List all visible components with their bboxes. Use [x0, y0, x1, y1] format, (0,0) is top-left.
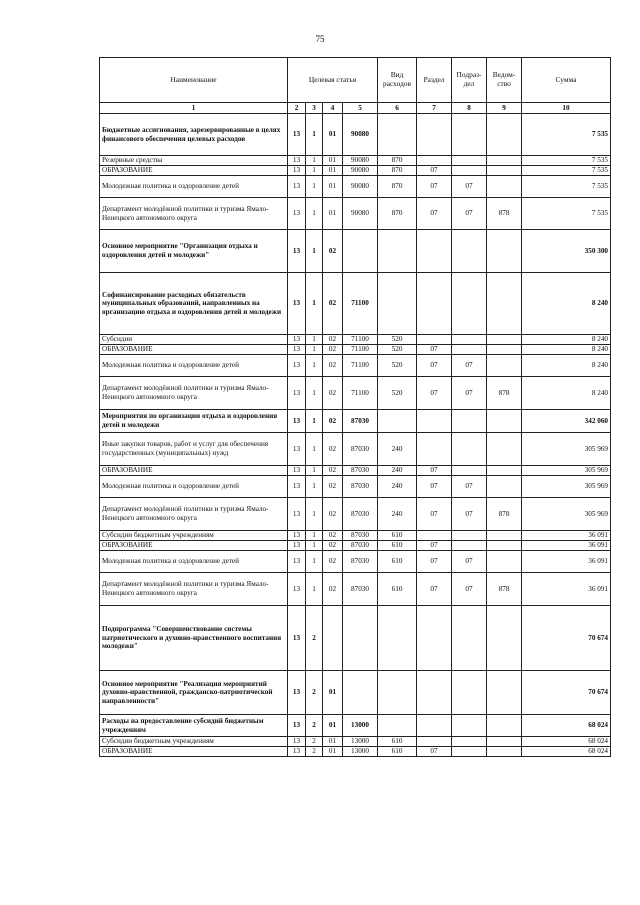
cell-direction	[343, 606, 378, 671]
cell-department: 878	[487, 198, 522, 230]
table-row	[100, 747, 611, 757]
table-row	[100, 114, 611, 156]
cell-program: 13	[288, 355, 306, 377]
cell-expense-kind	[378, 273, 417, 335]
cell-program: 13	[288, 531, 306, 541]
cell-section: 07	[417, 476, 452, 498]
cell-subprogram: 1	[306, 198, 323, 230]
cell-name: Департамент молодёжной политики и туризма Ямало-Ненецкого автономного округа	[100, 573, 288, 606]
cell-sum: 305 969	[522, 498, 611, 531]
table-row	[100, 345, 611, 355]
table-header-row	[100, 58, 611, 103]
cell-sum: 68 024	[522, 747, 611, 757]
cell-subsection: 07	[452, 476, 487, 498]
cell-direction: 87030	[343, 573, 378, 606]
cell-department	[487, 551, 522, 573]
cell-expense-kind: 520	[378, 377, 417, 410]
cell-direction: 13000	[343, 715, 378, 737]
cell-sum: 70 674	[522, 606, 611, 671]
cell-program: 13	[288, 156, 306, 166]
cell-section	[417, 114, 452, 156]
cell-program: 13	[288, 433, 306, 466]
cell-subprogram: 1	[306, 345, 323, 355]
cell-event: 01	[323, 176, 343, 198]
table-row	[100, 541, 611, 551]
cell-subsection: 07	[452, 573, 487, 606]
table-row	[100, 531, 611, 541]
cell-event: 02	[323, 466, 343, 476]
cell-sum: 8 240	[522, 345, 611, 355]
cell-expense-kind: 870	[378, 198, 417, 230]
cell-subsection	[452, 606, 487, 671]
table-row	[100, 433, 611, 466]
cell-name: Субсидии	[100, 335, 288, 345]
cell-event: 01	[323, 737, 343, 747]
cell-subsection	[452, 715, 487, 737]
cell-subprogram: 1	[306, 433, 323, 466]
cell-subprogram: 1	[306, 355, 323, 377]
cell-department	[487, 541, 522, 551]
cell-direction: 90080	[343, 166, 378, 176]
cell-section	[417, 156, 452, 166]
cell-department: 878	[487, 377, 522, 410]
col-number: 2	[288, 103, 306, 114]
table-row	[100, 466, 611, 476]
cell-direction: 87030	[343, 531, 378, 541]
cell-event: 02	[323, 230, 343, 273]
cell-subsection: 07	[452, 377, 487, 410]
cell-direction: 71100	[343, 273, 378, 335]
cell-department	[487, 355, 522, 377]
cell-subsection: 07	[452, 176, 487, 198]
cell-name: Субсидии бюджетным учреждениям	[100, 531, 288, 541]
cell-department	[487, 433, 522, 466]
table-row	[100, 230, 611, 273]
cell-program: 13	[288, 573, 306, 606]
cell-expense-kind: 520	[378, 335, 417, 345]
table-row	[100, 476, 611, 498]
budget-table	[99, 57, 611, 757]
cell-subprogram: 1	[306, 573, 323, 606]
cell-event: 02	[323, 377, 343, 410]
cell-name: ОБРАЗОВАНИЕ	[100, 466, 288, 476]
cell-name: Иные закупки товаров, работ и услуг для обеспечения государственных (муниципальных) нужд	[100, 433, 288, 466]
cell-direction: 90080	[343, 114, 378, 156]
cell-sum: 350 300	[522, 230, 611, 273]
cell-section: 07	[417, 466, 452, 476]
cell-event: 02	[323, 573, 343, 606]
cell-program: 13	[288, 476, 306, 498]
cell-program: 13	[288, 671, 306, 715]
cell-name: Софинансирование расходных обязательств муниципальных образований, направленных на организацию отдыха и оздоровления детей и молодежи	[100, 273, 288, 335]
cell-direction: 87030	[343, 466, 378, 476]
cell-event: 01	[323, 156, 343, 166]
col-number: 9	[487, 103, 522, 114]
cell-direction: 90080	[343, 176, 378, 198]
cell-sum: 7 535	[522, 114, 611, 156]
cell-event: 01	[323, 114, 343, 156]
table-row	[100, 737, 611, 747]
cell-event: 02	[323, 355, 343, 377]
cell-sum: 8 240	[522, 355, 611, 377]
cell-expense-kind: 520	[378, 345, 417, 355]
cell-department: 878	[487, 573, 522, 606]
cell-section: 07	[417, 573, 452, 606]
cell-section: 07	[417, 176, 452, 198]
cell-section: 07	[417, 355, 452, 377]
cell-department	[487, 715, 522, 737]
cell-name: Молодежная политика и оздоровление детей	[100, 551, 288, 573]
table-row	[100, 166, 611, 176]
cell-subsection	[452, 156, 487, 166]
cell-section: 07	[417, 747, 452, 757]
table-row	[100, 176, 611, 198]
cell-sum: 7 535	[522, 156, 611, 166]
cell-sum: 70 674	[522, 671, 611, 715]
table-row	[100, 551, 611, 573]
header-section: Раздел	[417, 58, 452, 103]
cell-name: Молодежная политика и оздоровление детей	[100, 176, 288, 198]
cell-program: 13	[288, 551, 306, 573]
cell-name: Департамент молодёжной политики и туризма Ямало-Ненецкого автономного округа	[100, 498, 288, 531]
cell-direction: 90080	[343, 156, 378, 166]
cell-subsection: 07	[452, 198, 487, 230]
cell-subprogram: 1	[306, 114, 323, 156]
cell-program: 13	[288, 377, 306, 410]
cell-name: Молодежная политика и оздоровление детей	[100, 355, 288, 377]
table-row	[100, 671, 611, 715]
cell-department	[487, 273, 522, 335]
cell-program: 13	[288, 541, 306, 551]
cell-sum: 305 969	[522, 466, 611, 476]
cell-event: 01	[323, 715, 343, 737]
cell-department	[487, 737, 522, 747]
cell-name: Расходы на предоставление субсидий бюджетным учреждениям	[100, 715, 288, 737]
cell-subprogram: 1	[306, 498, 323, 531]
cell-program: 13	[288, 747, 306, 757]
cell-subprogram: 2	[306, 737, 323, 747]
cell-section: 07	[417, 198, 452, 230]
cell-event: 02	[323, 498, 343, 531]
header-target-article: Целевая статья	[288, 58, 378, 103]
cell-program: 13	[288, 176, 306, 198]
cell-expense-kind: 240	[378, 476, 417, 498]
cell-name: Резервные средства	[100, 156, 288, 166]
cell-expense-kind: 870	[378, 156, 417, 166]
cell-event: 02	[323, 273, 343, 335]
cell-name: Бюджетные ассигнования, зарезервированные в целях финансового обеспечения целевых расходов	[100, 114, 288, 156]
cell-expense-kind: 240	[378, 433, 417, 466]
cell-subprogram: 1	[306, 176, 323, 198]
cell-subprogram: 1	[306, 551, 323, 573]
cell-expense-kind: 610	[378, 737, 417, 747]
cell-event: 01	[323, 198, 343, 230]
cell-section	[417, 671, 452, 715]
cell-section: 07	[417, 166, 452, 176]
cell-sum: 342 060	[522, 410, 611, 433]
cell-department	[487, 410, 522, 433]
cell-department	[487, 531, 522, 541]
cell-sum: 36 091	[522, 541, 611, 551]
table-row	[100, 410, 611, 433]
cell-subprogram: 1	[306, 531, 323, 541]
cell-expense-kind: 610	[378, 747, 417, 757]
cell-direction: 13000	[343, 747, 378, 757]
cell-event	[323, 606, 343, 671]
cell-name: Департамент молодёжной политики и туризма Ямало-Ненецкого автономного округа	[100, 377, 288, 410]
col-number: 4	[323, 103, 343, 114]
cell-direction	[343, 671, 378, 715]
cell-section	[417, 606, 452, 671]
cell-name: Основное мероприятие "Организация отдыха и оздоровления детей и молодежи"	[100, 230, 288, 273]
cell-event: 02	[323, 541, 343, 551]
cell-section	[417, 410, 452, 433]
cell-section	[417, 715, 452, 737]
table-row	[100, 335, 611, 345]
cell-program: 13	[288, 410, 306, 433]
cell-section: 07	[417, 541, 452, 551]
cell-name: Основное мероприятие "Реализация мероприятий духовно-нравственной, гражданско-патриотической направленности"	[100, 671, 288, 715]
table-row	[100, 156, 611, 166]
table-row	[100, 715, 611, 737]
cell-event: 01	[323, 671, 343, 715]
cell-department	[487, 747, 522, 757]
cell-event: 01	[323, 747, 343, 757]
cell-section	[417, 433, 452, 466]
cell-section: 07	[417, 377, 452, 410]
cell-program: 13	[288, 166, 306, 176]
cell-expense-kind	[378, 114, 417, 156]
cell-subprogram: 2	[306, 671, 323, 715]
cell-expense-kind: 240	[378, 498, 417, 531]
cell-subsection: 07	[452, 551, 487, 573]
cell-subprogram: 1	[306, 273, 323, 335]
cell-subsection	[452, 114, 487, 156]
header-department: Ведом-ство	[487, 58, 522, 103]
cell-sum: 36 091	[522, 573, 611, 606]
cell-program: 13	[288, 715, 306, 737]
cell-department	[487, 176, 522, 198]
cell-program: 13	[288, 737, 306, 747]
header-subsection: Подраз-дел	[452, 58, 487, 103]
cell-sum: 8 240	[522, 335, 611, 345]
col-number: 10	[522, 103, 611, 114]
col-number: 3	[306, 103, 323, 114]
cell-event: 02	[323, 345, 343, 355]
cell-subprogram: 1	[306, 410, 323, 433]
table-row	[100, 198, 611, 230]
cell-direction: 71100	[343, 335, 378, 345]
table-row	[100, 273, 611, 335]
cell-program: 13	[288, 230, 306, 273]
cell-sum: 305 969	[522, 476, 611, 498]
cell-subsection: 07	[452, 355, 487, 377]
cell-name: Подпрограмма "Совершенствование системы патриотического и духовно-нравственного воспитания молодежи"	[100, 606, 288, 671]
cell-direction: 71100	[343, 345, 378, 355]
cell-department	[487, 345, 522, 355]
cell-sum: 7 535	[522, 176, 611, 198]
cell-event: 02	[323, 433, 343, 466]
cell-expense-kind	[378, 715, 417, 737]
column-number-row	[100, 103, 611, 114]
cell-expense-kind: 610	[378, 541, 417, 551]
cell-subprogram: 1	[306, 166, 323, 176]
cell-direction	[343, 230, 378, 273]
cell-subsection	[452, 433, 487, 466]
cell-program: 13	[288, 198, 306, 230]
cell-section	[417, 230, 452, 273]
table-row	[100, 498, 611, 531]
cell-department	[487, 166, 522, 176]
cell-program: 13	[288, 466, 306, 476]
cell-event: 02	[323, 335, 343, 345]
cell-department	[487, 230, 522, 273]
cell-section	[417, 737, 452, 747]
cell-subprogram: 2	[306, 747, 323, 757]
cell-event: 02	[323, 476, 343, 498]
cell-department	[487, 476, 522, 498]
cell-section	[417, 531, 452, 541]
cell-direction: 13000	[343, 737, 378, 747]
cell-expense-kind	[378, 671, 417, 715]
table-row	[100, 377, 611, 410]
cell-subprogram: 1	[306, 476, 323, 498]
header-name: Наименование	[100, 58, 288, 103]
cell-subsection	[452, 531, 487, 541]
cell-direction: 87030	[343, 551, 378, 573]
cell-name: ОБРАЗОВАНИЕ	[100, 541, 288, 551]
cell-subsection	[452, 410, 487, 433]
cell-name: Мероприятия по организации отдыха и оздоровления детей и молодежи	[100, 410, 288, 433]
cell-section	[417, 335, 452, 345]
cell-sum: 36 091	[522, 531, 611, 541]
cell-subsection	[452, 466, 487, 476]
cell-event: 02	[323, 531, 343, 541]
cell-subprogram: 1	[306, 156, 323, 166]
table-row	[100, 606, 611, 671]
cell-subsection	[452, 273, 487, 335]
cell-event: 01	[323, 166, 343, 176]
cell-section: 07	[417, 498, 452, 531]
cell-program: 13	[288, 345, 306, 355]
cell-expense-kind: 870	[378, 176, 417, 198]
cell-direction: 90080	[343, 198, 378, 230]
cell-program: 13	[288, 335, 306, 345]
col-number: 7	[417, 103, 452, 114]
cell-subprogram: 1	[306, 335, 323, 345]
cell-expense-kind: 520	[378, 355, 417, 377]
cell-expense-kind: 610	[378, 531, 417, 541]
cell-subsection	[452, 230, 487, 273]
cell-direction: 71100	[343, 355, 378, 377]
cell-subprogram: 1	[306, 230, 323, 273]
table-row	[100, 573, 611, 606]
cell-name: Молодежная политика и оздоровление детей	[100, 476, 288, 498]
cell-subsection	[452, 671, 487, 715]
cell-direction: 87030	[343, 476, 378, 498]
cell-expense-kind: 610	[378, 573, 417, 606]
cell-subprogram: 2	[306, 715, 323, 737]
cell-department	[487, 606, 522, 671]
cell-section: 07	[417, 551, 452, 573]
cell-subsection	[452, 747, 487, 757]
cell-program: 13	[288, 114, 306, 156]
cell-department	[487, 671, 522, 715]
cell-program: 13	[288, 273, 306, 335]
table-row	[100, 355, 611, 377]
cell-sum: 8 240	[522, 377, 611, 410]
cell-direction: 87030	[343, 433, 378, 466]
cell-department	[487, 114, 522, 156]
cell-event: 02	[323, 551, 343, 573]
cell-name: ОБРАЗОВАНИЕ	[100, 166, 288, 176]
cell-subprogram: 2	[306, 606, 323, 671]
col-number: 1	[100, 103, 288, 114]
cell-event: 02	[323, 410, 343, 433]
cell-subsection	[452, 541, 487, 551]
cell-expense-kind: 870	[378, 166, 417, 176]
cell-expense-kind: 610	[378, 551, 417, 573]
cell-sum: 36 091	[522, 551, 611, 573]
cell-name: Субсидии бюджетным учреждениям	[100, 737, 288, 747]
cell-sum: 7 535	[522, 166, 611, 176]
cell-subprogram: 1	[306, 541, 323, 551]
cell-expense-kind	[378, 606, 417, 671]
cell-department	[487, 156, 522, 166]
cell-sum: 305 969	[522, 433, 611, 466]
cell-department: 878	[487, 498, 522, 531]
cell-subsection	[452, 737, 487, 747]
cell-sum: 68 024	[522, 715, 611, 737]
cell-subsection	[452, 345, 487, 355]
cell-sum: 68 024	[522, 737, 611, 747]
header-sum: Сумма	[522, 58, 611, 103]
cell-expense-kind: 240	[378, 466, 417, 476]
cell-subprogram: 1	[306, 466, 323, 476]
cell-direction: 87030	[343, 410, 378, 433]
cell-section: 07	[417, 345, 452, 355]
cell-expense-kind	[378, 230, 417, 273]
cell-department	[487, 335, 522, 345]
cell-program: 13	[288, 498, 306, 531]
cell-subsection	[452, 166, 487, 176]
cell-expense-kind	[378, 410, 417, 433]
cell-program: 13	[288, 606, 306, 671]
cell-sum: 7 535	[522, 198, 611, 230]
cell-direction: 87030	[343, 498, 378, 531]
cell-department	[487, 466, 522, 476]
cell-section	[417, 273, 452, 335]
cell-direction: 87030	[343, 541, 378, 551]
cell-name: Департамент молодёжной политики и туризма Ямало-Ненецкого автономного округа	[100, 198, 288, 230]
header-expense-kind: Вид расходов	[378, 58, 417, 103]
cell-name: ОБРАЗОВАНИЕ	[100, 747, 288, 757]
page-number: 75	[315, 34, 325, 44]
cell-name: ОБРАЗОВАНИЕ	[100, 345, 288, 355]
cell-subprogram: 1	[306, 377, 323, 410]
cell-subsection: 07	[452, 498, 487, 531]
col-number: 8	[452, 103, 487, 114]
col-number: 6	[378, 103, 417, 114]
col-number: 5	[343, 103, 378, 114]
cell-subsection	[452, 335, 487, 345]
cell-sum: 8 240	[522, 273, 611, 335]
cell-direction: 71100	[343, 377, 378, 410]
